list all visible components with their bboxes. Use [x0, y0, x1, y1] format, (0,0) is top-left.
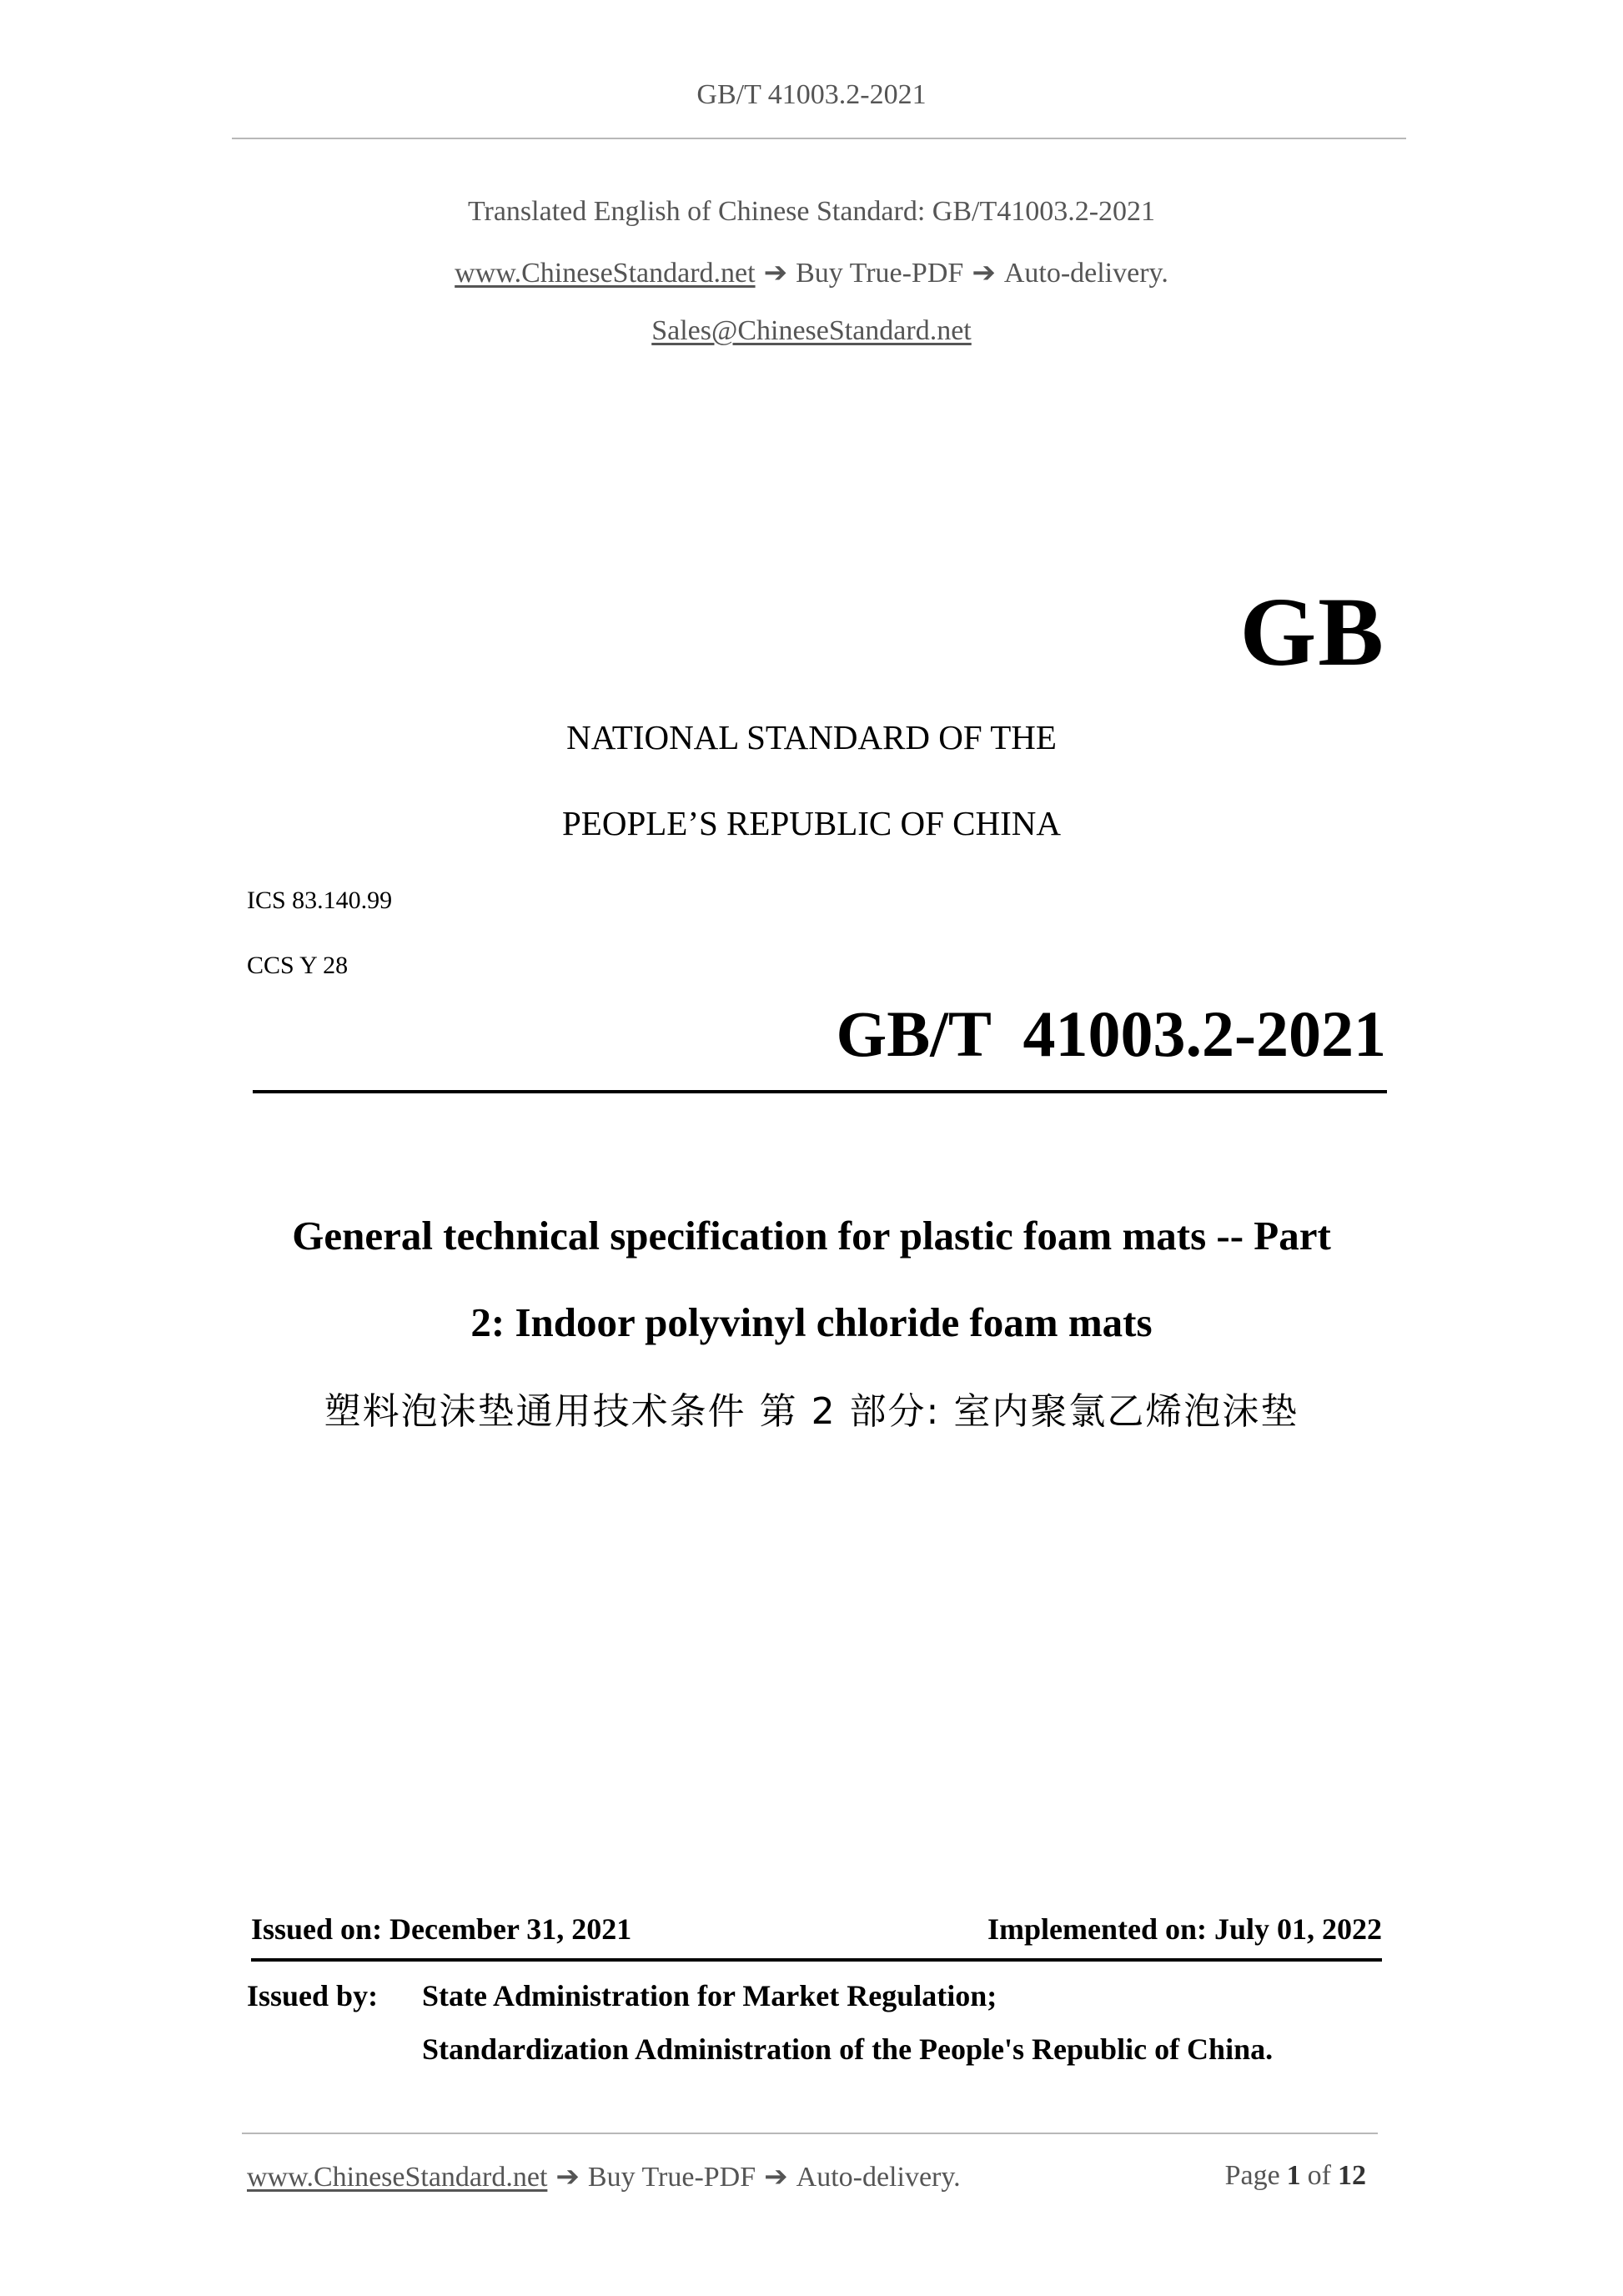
page-total: 12 [1338, 2160, 1366, 2191]
ccs-code: CCS Y 28 [247, 952, 349, 979]
buy-pdf-text: Buy True-PDF [796, 258, 964, 289]
promo-line [0, 256, 1623, 289]
arrow-right-icon: ➔ [555, 2162, 580, 2193]
arrow-right-icon: ➔ [764, 2162, 788, 2193]
page-indicator [1225, 2160, 1373, 2192]
standard-number-rule [253, 1090, 1387, 1093]
national-standard-line-2: PEOPLE’S REPUBLIC OF CHINA [562, 804, 1061, 842]
email-line [0, 315, 1623, 347]
footer-buy-text: Buy True-PDF [587, 2162, 756, 2193]
title-en-line-2: 2: Indoor polyvinyl chloride foam mats [470, 1299, 1153, 1345]
page-current: 1 [1286, 2160, 1301, 2191]
footer-delivery-text: Auto-delivery. [796, 2162, 961, 2193]
issued-by-label: Issued by: [247, 1979, 379, 2012]
site-link[interactable]: www.ChineseStandard.net [455, 258, 756, 289]
dates-rule [251, 1958, 1382, 1962]
ics-code: ICS 83.140.99 [247, 887, 393, 914]
gb-mark: GB [1239, 577, 1385, 686]
sales-email-link[interactable]: Sales@ChineseStandard.net [651, 315, 972, 346]
footer-promo [247, 2160, 961, 2193]
arrow-right-icon: ➔ [763, 258, 788, 289]
title-cn: 塑料泡沫垫通用技术条件 第 2 部分: 室内聚氯乙烯泡沫垫 [324, 1390, 1299, 1433]
auto-delivery-text: Auto-delivery. [1003, 258, 1168, 289]
footer-site-link[interactable]: www.ChineseStandard.net [247, 2162, 548, 2193]
running-header: GB/T 41003.2-2021 [696, 79, 927, 110]
issuer-line-1: State Administration for Market Regulation; [422, 1979, 997, 2012]
page-label: Page [1224, 2160, 1280, 2191]
page-of-label: of [1307, 2160, 1331, 2191]
national-standard-line-1: NATIONAL STANDARD OF THE [566, 718, 1057, 756]
header-divider [232, 138, 1406, 139]
translation-note: Translated English of Chinese Standard: GB/T41003.2-2021 [467, 196, 1156, 227]
standard-number: GB/T 41003.2-2021 [836, 997, 1386, 1070]
arrow-right-icon: ➔ [972, 258, 996, 289]
implemented-on-date: Implemented on: July 01, 2022 [987, 1912, 1382, 1946]
footer-divider [242, 2133, 1378, 2134]
issuer-line-2: Standardization Administration of the People's Republic of China. [422, 2032, 1274, 2066]
title-en-line-1: General technical specification for plastic foam mats -- Part [292, 1213, 1331, 1259]
issued-on-date: Issued on: December 31, 2021 [251, 1912, 632, 1946]
